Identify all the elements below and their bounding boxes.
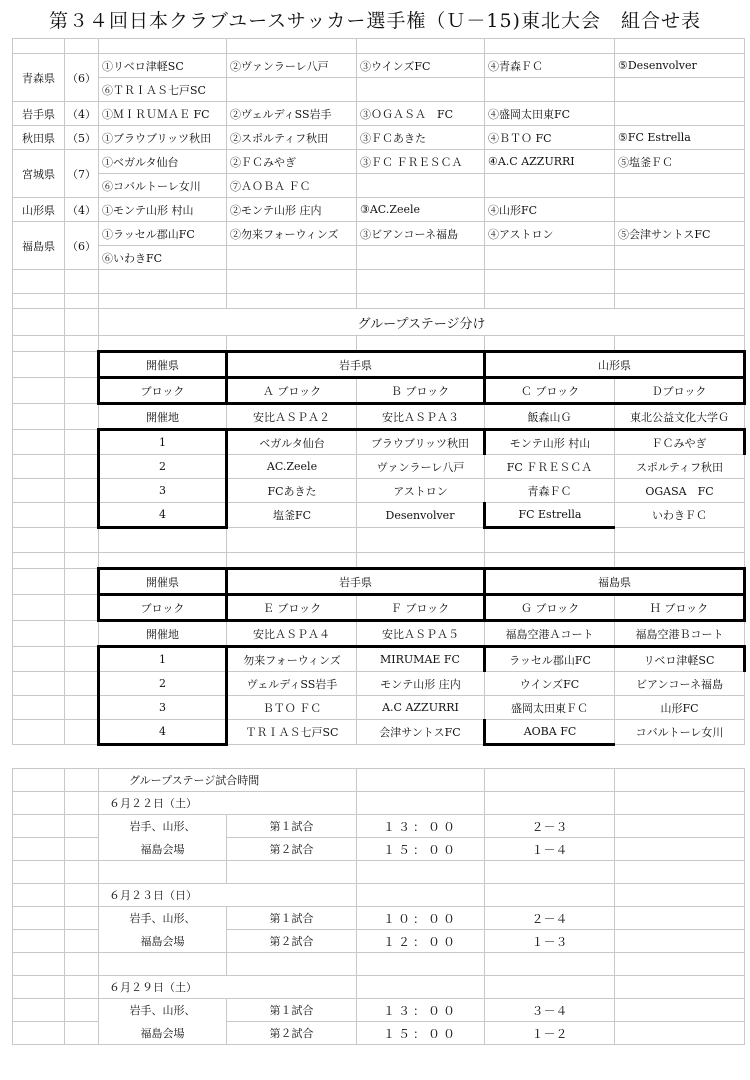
match-time: １３：００ xyxy=(357,815,485,838)
seed-row xyxy=(13,720,745,745)
team-cell: ③ＦＣあきた xyxy=(357,126,485,150)
team-cell: ②ヴェルディSS岩手 xyxy=(227,102,357,126)
team-cell: ④山形FC xyxy=(485,198,615,222)
team-cell xyxy=(615,102,745,126)
team-cell: ③AC.Zeele xyxy=(357,198,485,222)
team-cell: ④盛岡太田東FC xyxy=(485,102,615,126)
seed-row xyxy=(13,455,745,479)
match-label: 第２試合 xyxy=(227,838,357,861)
pref-count: （5） xyxy=(65,126,99,150)
seed-number: 1 xyxy=(99,647,227,672)
team-cell: ⑥コバルトーレ女川 xyxy=(99,174,227,198)
team-cell: ⑤Desenvolver xyxy=(615,54,745,78)
group-team-cell: ヴェルディSS岩手 xyxy=(227,672,357,696)
schedule-venue: 岩手、山形、 xyxy=(99,999,227,1022)
pref-name: 岩手県 xyxy=(13,102,65,126)
seed-row xyxy=(13,647,745,672)
group-team-cell: FC ＦＲＥＳＣＡ xyxy=(485,455,615,479)
seed-number: 3 xyxy=(99,696,227,720)
group-team-cell: FCあきた xyxy=(227,479,357,503)
team-cell xyxy=(485,78,615,102)
team-cell: ⑤塩釜ＦＣ xyxy=(615,150,745,174)
seed-number: 2 xyxy=(99,455,227,479)
match-label: 第１試合 xyxy=(227,815,357,838)
venue-row xyxy=(13,404,745,430)
team-cell xyxy=(615,198,745,222)
group-team-cell: ＢＴＯ ＦＣ xyxy=(227,696,357,720)
match-label: 第１試合 xyxy=(227,999,357,1022)
team-cell: ④アストロン xyxy=(485,222,615,246)
match-time: １５：００ xyxy=(357,838,485,861)
team-cell xyxy=(485,174,615,198)
host-pref-cell: 福島県 xyxy=(485,569,745,595)
schedule-date: ６月２９日（土） xyxy=(99,976,357,999)
seed-row xyxy=(13,696,745,720)
group-team-cell: アストロン xyxy=(357,479,485,503)
schedule-date: ６月２２日（土） xyxy=(99,792,357,815)
pref-name: 宮城県 xyxy=(13,150,65,198)
host-pref-cell: 山形県 xyxy=(485,352,745,378)
group-team-cell: Desenvolver xyxy=(357,503,485,528)
team-cell xyxy=(357,78,485,102)
block-cell: Ｈ ブロック xyxy=(615,595,745,621)
group-team-cell: ウインズFC xyxy=(485,672,615,696)
team-cell xyxy=(357,174,485,198)
team-cell: ①ブラウブリッツ秋田 xyxy=(99,126,227,150)
team-cell: ①モンテ山形 村山 xyxy=(99,198,227,222)
group-team-cell: FC Estrella xyxy=(485,503,615,528)
pref-row xyxy=(13,222,745,246)
host-pref-row xyxy=(13,569,745,595)
schedule-venue: 福島会場 xyxy=(99,1022,227,1045)
match-pairing: ３－４ xyxy=(485,999,615,1022)
match-pairing: ２－４ xyxy=(485,907,615,930)
team-cell xyxy=(615,78,745,102)
match-pairing: １－３ xyxy=(485,930,615,953)
group-team-cell: ＴＲＩＡＳ七戸SC xyxy=(227,720,357,745)
schedule-venue: 岩手、山形、 xyxy=(99,907,227,930)
seed-row xyxy=(13,430,745,455)
venue-cell: 安比ＡＳＰＡ２ xyxy=(227,404,357,430)
seed-number: 1 xyxy=(99,430,227,455)
match-label: 第１試合 xyxy=(227,907,357,930)
schedule-venue: 福島会場 xyxy=(99,930,227,953)
team-cell: ⑦ＡＯＢＡ ＦＣ xyxy=(227,174,357,198)
seed-number: 4 xyxy=(99,720,227,745)
group-team-cell: A.C AZZURRI xyxy=(357,696,485,720)
team-cell: ①リベロ津軽SC xyxy=(99,54,227,78)
match-pairing: １－４ xyxy=(485,838,615,861)
team-cell: ④A.C AZZURRI xyxy=(485,150,615,174)
group-team-cell: いわきＦＣ xyxy=(615,503,745,528)
team-cell xyxy=(357,246,485,270)
team-cell: ⑥いわきFC xyxy=(99,246,227,270)
group-team-cell: AOBA FC xyxy=(485,720,615,745)
team-cell: ③ウインズFC xyxy=(357,54,485,78)
group-team-cell: OGASA FC xyxy=(615,479,745,503)
team-cell xyxy=(485,246,615,270)
group-team-cell: 青森ＦＣ xyxy=(485,479,615,503)
group-team-cell: MIRUMAE FC xyxy=(357,647,485,672)
group-team-cell: 塩釜FC xyxy=(227,503,357,528)
pref-row xyxy=(13,150,745,174)
pref-count: （7） xyxy=(65,150,99,198)
group-team-cell: ベガルタ仙台 xyxy=(227,430,357,455)
group-team-cell: 盛岡太田東ＦＣ xyxy=(485,696,615,720)
team-cell: ①ベガルタ仙台 xyxy=(99,150,227,174)
pref-count: （4） xyxy=(65,102,99,126)
venue-label: 開催地 xyxy=(99,404,227,430)
pref-name: 福島県 xyxy=(13,222,65,270)
pref-row xyxy=(13,102,745,126)
pref-row xyxy=(13,54,745,78)
pref-name: 青森県 xyxy=(13,54,65,102)
group-team-cell: ラッセル郡山FC xyxy=(485,647,615,672)
match-time: １３：００ xyxy=(357,999,485,1022)
schedule-date: ６月２３日（日） xyxy=(99,884,357,907)
match-time: １０：００ xyxy=(357,907,485,930)
schedule-table xyxy=(12,768,745,1045)
team-cell: ④ＢＴＯ FC xyxy=(485,126,615,150)
host-pref-cell: 岩手県 xyxy=(227,569,485,595)
block-label: ブロック xyxy=(99,595,227,621)
group-team-cell: スポルティフ秋田 xyxy=(615,455,745,479)
page-title: 第３４回日本クラブユースサッカー選手権（Ｕ－15)東北大会 組合せ表 xyxy=(49,10,701,32)
group-team-cell: モンテ山形 村山 xyxy=(485,430,615,455)
group-team-cell: リベロ津軽SC xyxy=(615,647,745,672)
team-cell: ②勿来フォーウィンズ xyxy=(227,222,357,246)
block-cell: Ａ ブロック xyxy=(227,378,357,404)
team-cell: ②スポルティフ秋田 xyxy=(227,126,357,150)
venue-cell: 飯森山Ｇ xyxy=(485,404,615,430)
team-cell xyxy=(615,174,745,198)
match-time: １５：００ xyxy=(357,1022,485,1045)
seed-number: 4 xyxy=(99,503,227,528)
team-cell: ③ＯＧＡＳＡ FC xyxy=(357,102,485,126)
group-team-cell: 会津サントスFC xyxy=(357,720,485,745)
venue-cell: 安比ＡＳＰＡ５ xyxy=(357,621,485,647)
match-pairing: ２－３ xyxy=(485,815,615,838)
seed-row xyxy=(13,503,745,528)
venue-cell: 安比ＡＳＰＡ３ xyxy=(357,404,485,430)
group-team-cell: AC.Zeele xyxy=(227,455,357,479)
match-label: 第２試合 xyxy=(227,1022,357,1045)
group-team-cell: 山形FC xyxy=(615,696,745,720)
seed-row xyxy=(13,479,745,503)
schedule-title: グループステージ試合時間 xyxy=(99,769,357,792)
pref-name: 秋田県 xyxy=(13,126,65,150)
bracket-table xyxy=(12,38,746,746)
team-cell: ⑥ＴＲＩＡＳ七戸SC xyxy=(99,78,227,102)
group-stage-title: グループステージ分け xyxy=(99,309,745,336)
group-team-cell: ＦＣみやぎ xyxy=(615,430,745,455)
group-team-cell: ヴァンラーレ八戸 xyxy=(357,455,485,479)
block-cell: Ｆ ブロック xyxy=(357,595,485,621)
team-cell xyxy=(227,78,357,102)
team-cell: ②モンテ山形 庄内 xyxy=(227,198,357,222)
venue-cell: 福島空港Ａコート xyxy=(485,621,615,647)
match-pairing: １－２ xyxy=(485,1022,615,1045)
team-cell: ③ビアンコーネ福島 xyxy=(357,222,485,246)
venue-cell: 安比ＡＳＰＡ４ xyxy=(227,621,357,647)
team-cell: ①ＭＩＲＵＭＡＥ FC xyxy=(99,102,227,126)
pref-row xyxy=(13,174,745,198)
host-pref-cell: 岩手県 xyxy=(227,352,485,378)
pref-row xyxy=(13,78,745,102)
block-cell: Ｂ ブロック xyxy=(357,378,485,404)
schedule-venue: 岩手、山形、 xyxy=(99,815,227,838)
group-team-cell: コバルトーレ女川 xyxy=(615,720,745,745)
schedule-venue: 福島会場 xyxy=(99,838,227,861)
pref-row xyxy=(13,246,745,270)
team-cell: ⑤FC Estrella xyxy=(615,126,745,150)
group-team-cell: モンテ山形 庄内 xyxy=(357,672,485,696)
host-pref-label: 開催県 xyxy=(99,569,227,595)
match-label: 第２試合 xyxy=(227,930,357,953)
team-cell: ③ＦＣ ＦＲＥＳＣＡ xyxy=(357,150,485,174)
team-cell: ①ラッセル郡山FC xyxy=(99,222,227,246)
bracket-sheet xyxy=(12,38,744,1045)
match-time: １２：００ xyxy=(357,930,485,953)
block-cell: Ｃ ブロック xyxy=(485,378,615,404)
venue-label: 開催地 xyxy=(99,621,227,647)
venue-row xyxy=(13,621,745,647)
pref-row xyxy=(13,126,745,150)
team-cell: ②ＦＣみやぎ xyxy=(227,150,357,174)
group-team-cell: ブラウブリッツ秋田 xyxy=(357,430,485,455)
seed-number: 3 xyxy=(99,479,227,503)
seed-row xyxy=(13,672,745,696)
team-cell: ⑤会津サントスFC xyxy=(615,222,745,246)
seed-number: 2 xyxy=(99,672,227,696)
venue-cell: 福島空港Ｂコート xyxy=(615,621,745,647)
pref-count: （4） xyxy=(65,198,99,222)
block-cell: Ｄブロック xyxy=(615,378,745,404)
team-cell: ②ヴァンラーレ八戸 xyxy=(227,54,357,78)
team-cell xyxy=(615,246,745,270)
block-label: ブロック xyxy=(99,378,227,404)
host-pref-row xyxy=(13,352,745,378)
pref-count: （6） xyxy=(65,54,99,102)
host-pref-label: 開催県 xyxy=(99,352,227,378)
team-cell xyxy=(227,246,357,270)
block-cell: Ｅ ブロック xyxy=(227,595,357,621)
block-cell: Ｇ ブロック xyxy=(485,595,615,621)
group-team-cell: 勿来フォーウィンズ xyxy=(227,647,357,672)
venue-cell: 東北公益文化大学Ｇ xyxy=(615,404,745,430)
pref-name: 山形県 xyxy=(13,198,65,222)
block-row xyxy=(13,595,745,621)
group-team-cell: ビアンコーネ福島 xyxy=(615,672,745,696)
pref-row xyxy=(13,198,745,222)
team-cell: ④青森ＦＣ xyxy=(485,54,615,78)
block-row xyxy=(13,378,745,404)
pref-count: （6） xyxy=(65,222,99,270)
